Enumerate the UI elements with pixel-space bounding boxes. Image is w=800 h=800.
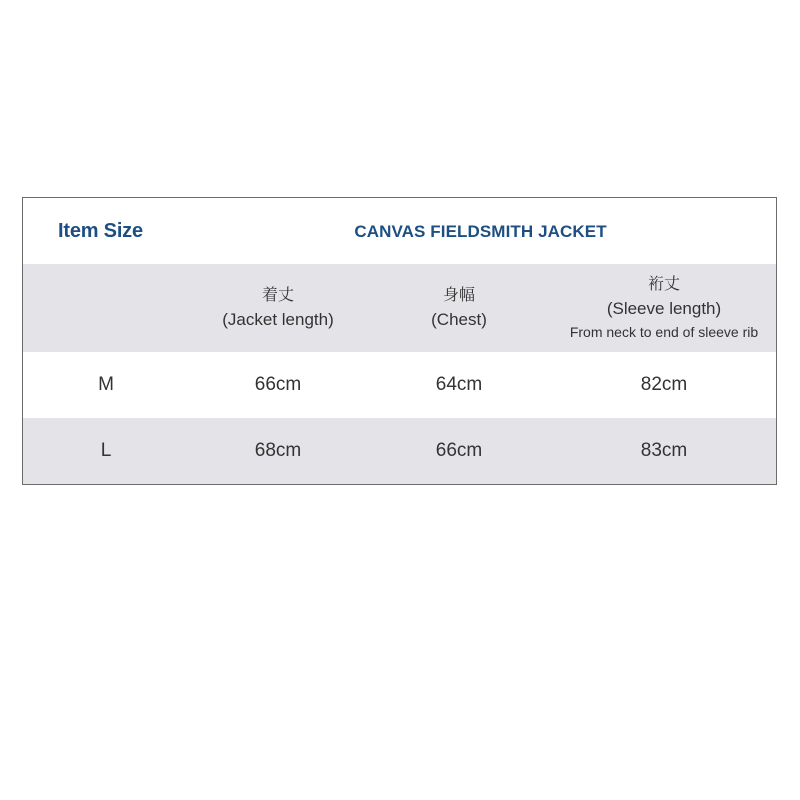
header-sleeve-length-ja: 裄丈 xyxy=(647,276,680,293)
column-header-row xyxy=(23,264,776,352)
table-title-row xyxy=(23,198,776,264)
header-sleeve-length xyxy=(551,264,777,352)
sleeve-length-cell xyxy=(551,352,777,418)
header-sleeve-length-note: From neck to end of sleeve rib xyxy=(569,324,759,340)
size-cell xyxy=(23,352,189,418)
jacket-length-cell xyxy=(189,418,367,484)
header-jacket-length xyxy=(189,264,367,352)
chest-value: 66cm xyxy=(435,440,483,461)
chest-value: 64cm xyxy=(435,374,483,395)
sleeve-length-value: 82cm xyxy=(640,374,688,395)
product-name: CANVAS FIELDSMITH JACKET xyxy=(354,222,607,241)
sleeve-length-value: 83cm xyxy=(640,440,688,461)
size-cell xyxy=(23,418,189,484)
size-label: M xyxy=(98,374,114,395)
header-chest-en: (Chest) xyxy=(431,310,487,329)
size-chart-table xyxy=(22,197,777,485)
header-sleeve-length-en: (Sleeve length) xyxy=(606,299,722,318)
header-empty-cell xyxy=(23,264,189,352)
item-size-label: Item Size xyxy=(58,220,143,242)
table-row xyxy=(23,352,776,418)
table-row xyxy=(23,418,776,484)
chest-cell xyxy=(367,418,551,484)
header-jacket-length-ja: 着丈 xyxy=(261,287,294,304)
header-chest-ja: 身幅 xyxy=(442,287,475,304)
jacket-length-value: 66cm xyxy=(254,374,302,395)
chest-cell xyxy=(367,352,551,418)
jacket-length-value: 68cm xyxy=(254,440,302,461)
header-chest xyxy=(367,264,551,352)
header-jacket-length-en: (Jacket length) xyxy=(222,310,334,329)
jacket-length-cell xyxy=(189,352,367,418)
sleeve-length-cell xyxy=(551,418,777,484)
size-label: L xyxy=(100,440,112,461)
